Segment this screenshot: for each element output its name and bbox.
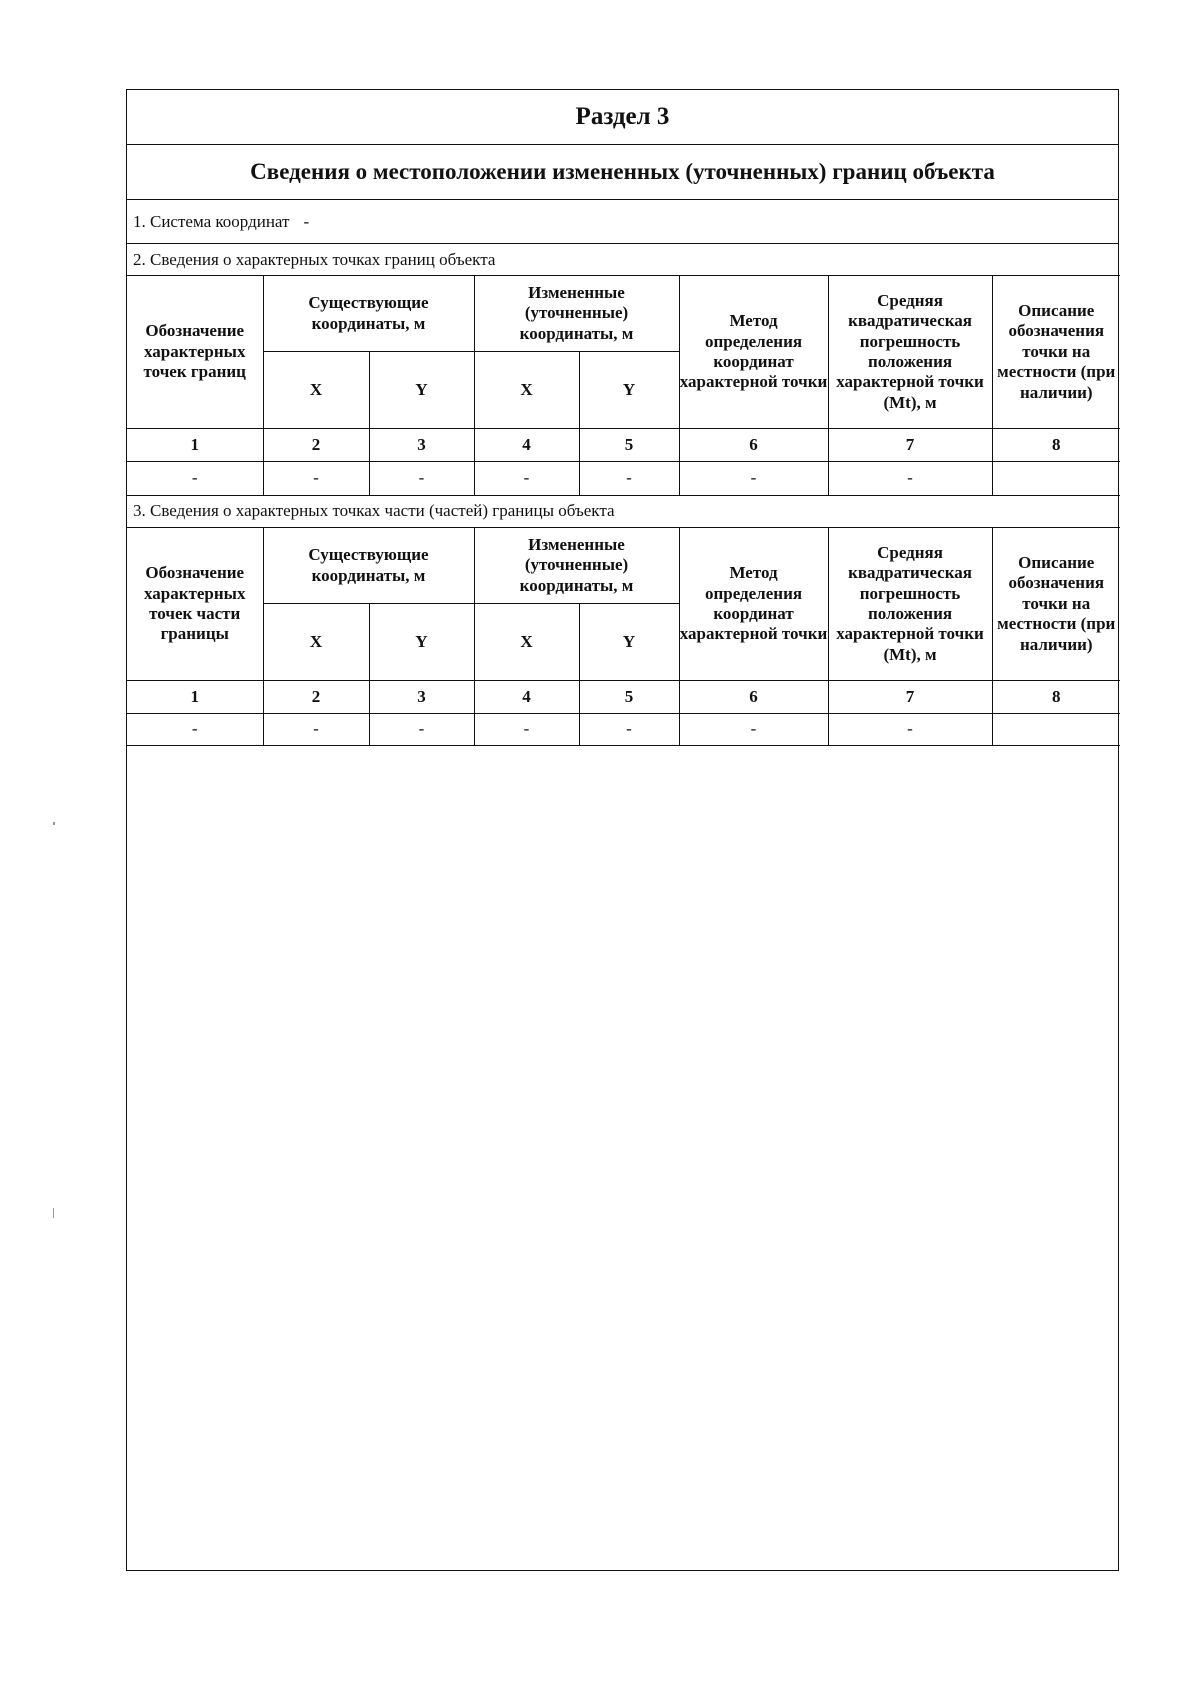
- table-cell: -: [579, 714, 679, 746]
- column-number: 8: [992, 429, 1120, 462]
- header-changed-y: Y: [579, 604, 679, 681]
- scan-speck: [53, 1208, 54, 1218]
- table-cell: -: [474, 714, 579, 746]
- table-cell: [992, 714, 1120, 746]
- header-changed-x: X: [474, 604, 579, 681]
- header-method: Метод определения координат характерной точки: [679, 276, 828, 429]
- table-cell: -: [579, 462, 679, 496]
- column-number: 6: [679, 429, 828, 462]
- header-mean-error: Средняя квадратическая погрешность положения характерной точки (Mt), м: [828, 276, 992, 429]
- column-number: 4: [474, 681, 579, 714]
- header-existing-y: Y: [369, 352, 474, 429]
- column-number: 4: [474, 429, 579, 462]
- column-number: 7: [828, 681, 992, 714]
- table-cell: -: [474, 462, 579, 496]
- table-cell: [992, 462, 1120, 496]
- column-number: 5: [579, 681, 679, 714]
- header-designation: Обозначение характерных точек части границы: [127, 528, 263, 681]
- header-changed-coordinates: Измененные (уточненные) координаты, м: [474, 276, 679, 352]
- header-changed-y: Y: [579, 352, 679, 429]
- column-number: 2: [263, 681, 369, 714]
- table-cell: -: [369, 714, 474, 746]
- boundary-part-points-table: [127, 527, 1120, 746]
- column-number: 3: [369, 429, 474, 462]
- column-number: 8: [992, 681, 1120, 714]
- coordinate-system-value: -: [303, 211, 310, 231]
- table-cell: -: [679, 462, 828, 496]
- document-frame: [126, 89, 1119, 1571]
- header-existing-x: X: [263, 352, 369, 429]
- table-cell: -: [263, 462, 369, 496]
- table2-caption: 3. Сведения о характерных точках части (частей) границы объекта: [133, 501, 615, 520]
- header-designation: Обозначение характерных точек границ: [127, 276, 263, 429]
- table1-caption: 2. Сведения о характерных точках границ объекта: [133, 249, 496, 269]
- boundary-points-table: [127, 275, 1120, 496]
- column-number: 3: [369, 681, 474, 714]
- table-cell: -: [828, 462, 992, 496]
- column-number: 6: [679, 681, 828, 714]
- header-changed-coordinates: Измененные (уточненные) координаты, м: [474, 528, 679, 604]
- table-row: [127, 714, 1120, 746]
- column-number: 2: [263, 429, 369, 462]
- coordinate-system-row: [127, 200, 1118, 244]
- table-cell: -: [369, 462, 474, 496]
- table-cell: -: [263, 714, 369, 746]
- table-row: [127, 462, 1120, 496]
- column-number: 1: [127, 429, 263, 462]
- table-cell: -: [679, 714, 828, 746]
- column-number: 7: [828, 429, 992, 462]
- header-existing-y: Y: [369, 604, 474, 681]
- section-title: Раздел 3: [127, 90, 1118, 145]
- header-description: Описание обозначения точки на местности (при наличии): [992, 276, 1120, 429]
- header-mean-error: Средняя квадратическая погрешность положения характерной точки (Mt), м: [828, 528, 992, 681]
- column-number: 5: [579, 429, 679, 462]
- header-description: Описание обозначения точки на местности (при наличии): [992, 528, 1120, 681]
- header-method: Метод определения координат характерной точки: [679, 528, 828, 681]
- scan-speck: [53, 822, 55, 825]
- header-existing-coordinates: Существующие координаты, м: [263, 276, 474, 352]
- header-existing-x: X: [263, 604, 369, 681]
- section-subtitle: Сведения о местоположении измененных (уточненных) границ объекта: [127, 145, 1118, 200]
- table-cell: -: [828, 714, 992, 746]
- header-existing-coordinates: Существующие координаты, м: [263, 528, 474, 604]
- header-changed-x: X: [474, 352, 579, 429]
- coordinate-system-label: 1. Система координат: [133, 211, 290, 231]
- table-cell: -: [127, 462, 263, 496]
- column-number: 1: [127, 681, 263, 714]
- table-cell: -: [127, 714, 263, 746]
